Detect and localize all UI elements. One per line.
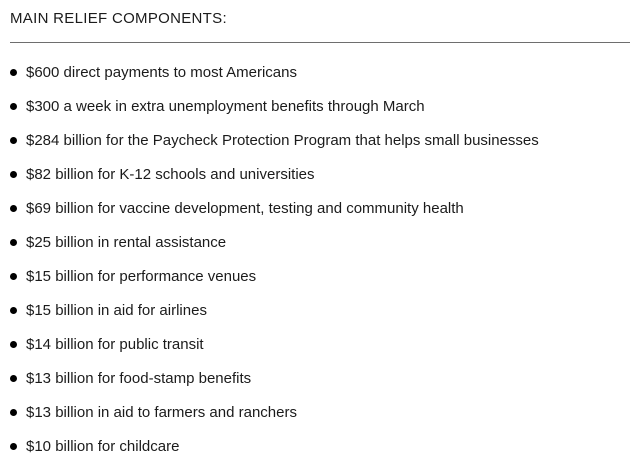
list-item: [10, 395, 630, 429]
bullet-icon: [10, 69, 17, 76]
list-item: [10, 225, 630, 259]
bullet-icon: [10, 443, 17, 450]
bullet-icon: [10, 273, 17, 280]
list-item-text: $13 billion for food-stamp benefits: [26, 369, 252, 387]
list-item-text: $284 billion for the Paycheck Protection Program that helps small businesses: [26, 131, 539, 149]
bullet-icon: [10, 409, 17, 416]
relief-list: [10, 55, 630, 463]
page-title: MAIN RELIEF COMPONENTS:: [10, 10, 227, 27]
bullet-icon: [10, 137, 17, 144]
list-item: [10, 429, 630, 463]
bullet-icon: [10, 103, 17, 110]
list-item: [10, 123, 630, 157]
list-item: [10, 293, 630, 327]
title-divider: [10, 42, 630, 43]
list-item-text: $10 billion for childcare: [26, 437, 180, 455]
list-item-text: $82 billion for K-12 schools and universities: [26, 165, 315, 183]
bullet-icon: [10, 375, 17, 382]
bullet-icon: [10, 307, 17, 314]
bullet-icon: [10, 171, 17, 178]
list-item: [10, 157, 630, 191]
list-item-text: $69 billion for vaccine development, testing and community health: [26, 199, 464, 217]
list-item: [10, 259, 630, 293]
list-item-text: $14 billion for public transit: [26, 335, 204, 353]
bullet-icon: [10, 239, 17, 246]
list-item: [10, 191, 630, 225]
list-item: [10, 89, 630, 123]
list-item-text: $600 direct payments to most Americans: [26, 63, 297, 81]
bullet-icon: [10, 205, 17, 212]
list-item-text: $25 billion in rental assistance: [26, 233, 227, 251]
list-item-text: $15 billion in aid for airlines: [26, 301, 207, 319]
list-item-text: $300 a week in extra unemployment benefits through March: [26, 97, 425, 115]
list-item: [10, 55, 630, 89]
list-item: [10, 361, 630, 395]
list-item-text: $13 billion in aid to farmers and ranchers: [26, 403, 297, 421]
bullet-icon: [10, 341, 17, 348]
list-item: [10, 327, 630, 361]
list-item-text: $15 billion for performance venues: [26, 267, 257, 285]
